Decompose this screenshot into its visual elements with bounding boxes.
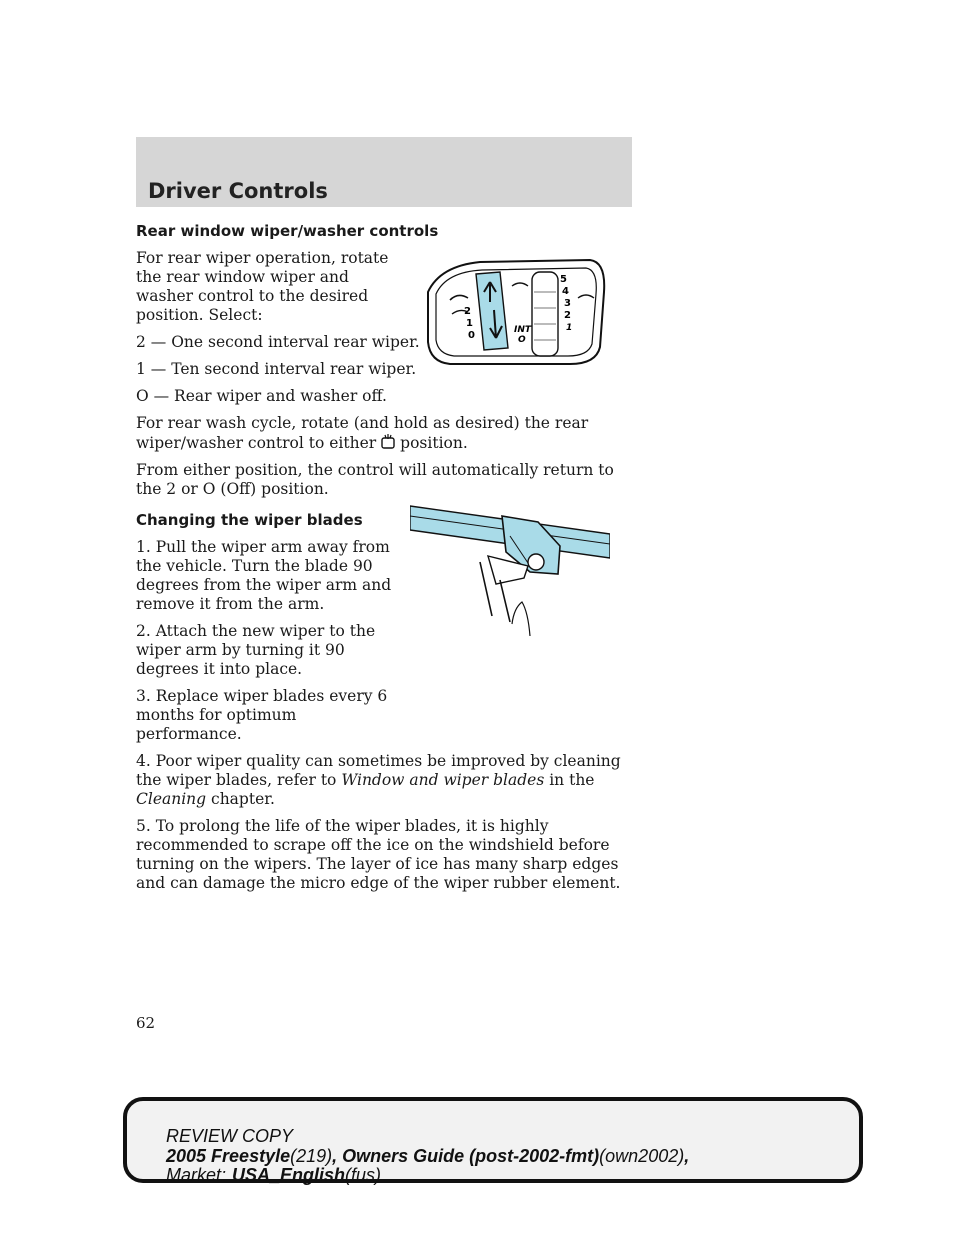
wash-cycle-text xyxy=(136,414,636,453)
blade-step-2: 2. Attach the new wiper to the wiper arm by turning it 90 degrees it into place. xyxy=(136,622,376,678)
blade-step-1: 1. Pull the wiper arm away from the vehicle. Turn the blade 90 degrees from the wiper arm and remove it from the arm. xyxy=(136,538,392,613)
return-position-text: From either position, the control will automatically return to the 2 or O (Off) position. xyxy=(136,461,614,498)
label-o: O xyxy=(518,335,526,345)
wiper-control-illustration xyxy=(420,252,608,370)
footer-guide-code: (own2002) xyxy=(599,1146,685,1166)
step4-text-a: 4. Poor wiper quality can sometimes be improved by cleaning the wiper blades, refer to xyxy=(136,752,621,789)
label-1b: 1 xyxy=(566,323,573,333)
label-2b: 2 xyxy=(564,310,571,321)
option-1: 1 — Ten second interval rear wiper. xyxy=(136,360,417,378)
section-heading-rear-wiper: Rear window wiper/washer controls xyxy=(136,222,439,240)
footer-comma: , xyxy=(684,1146,690,1166)
wash-text-after: position. xyxy=(400,434,468,452)
washer-icon xyxy=(380,433,396,449)
footer-model: 2005 Freestyle xyxy=(166,1146,291,1166)
label-5: 5 xyxy=(560,274,567,285)
section-heading-blades: Changing the wiper blades xyxy=(136,511,363,529)
label-3: 3 xyxy=(564,298,571,309)
footer-guide: , Owners Guide (post-2002-fmt) xyxy=(332,1146,600,1166)
label-1: 1 xyxy=(466,318,473,329)
blade-step-4 xyxy=(136,752,636,809)
label-int: INT xyxy=(514,325,532,335)
label-0: 0 xyxy=(468,330,475,341)
footer-market-line xyxy=(166,1165,381,1186)
wiper-blade-illustration xyxy=(410,496,610,636)
footer-model-code: (219) xyxy=(290,1146,333,1166)
footer-market-code: (fus) xyxy=(345,1165,382,1185)
label-4: 4 xyxy=(562,286,569,297)
footer-review-copy: REVIEW COPY xyxy=(166,1126,294,1146)
step4-reference: Window and wiper blades xyxy=(341,771,545,789)
step4-text-b: in the xyxy=(549,771,595,789)
step4-text-c: chapter. xyxy=(211,790,275,808)
option-2: 2 — One second interval rear wiper. xyxy=(136,333,420,351)
blade-step-5: 5. To prolong the life of the wiper blades, it is highly recommended to scrape off the ice on the windshield before turning on the wipers. The layer of ice has many sharp edges and can damage the micro edge of the wiper rubber element. xyxy=(136,817,621,892)
label-2: 2 xyxy=(464,306,471,317)
page-title: Driver Controls xyxy=(148,179,328,203)
step4-reference-chapter: Cleaning xyxy=(136,790,207,808)
page-number: 62 xyxy=(136,1014,156,1032)
rear-wiper-intro: For rear wiper operation, rotate the rear window wiper and washer control to the desired position. Select: xyxy=(136,249,389,324)
footer-market-label: Market: xyxy=(166,1165,227,1185)
wash-text-before: For rear wash cycle, rotate (and hold as desired) the rear wiper/washer control to either xyxy=(136,414,589,452)
footer-model-line xyxy=(166,1146,689,1167)
blade-step-3: 3. Replace wiper blades every 6 months for optimum performance. xyxy=(136,687,388,743)
option-o: O — Rear wiper and washer off. xyxy=(136,387,387,405)
footer-market: USA_English xyxy=(232,1165,346,1185)
header-band xyxy=(136,137,632,207)
